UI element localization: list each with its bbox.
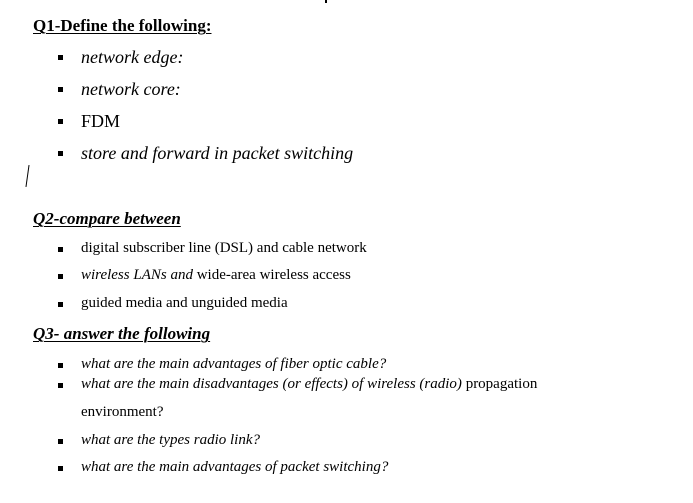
bullet-icon — [58, 466, 63, 471]
q1-item-store-forward: store and forward in packet switching — [81, 143, 354, 163]
q2-item-wireless-italic: wireless LANs and — [81, 267, 193, 283]
bullet-icon — [58, 302, 63, 307]
q3-item-disadvantages-continuation: environment? — [81, 404, 164, 420]
q2-item-wireless — [81, 267, 351, 284]
q1-item-fdm: FDM — [81, 111, 121, 131]
bullet-icon — [58, 151, 63, 156]
q3-heading: Q3- answer the following — [33, 324, 211, 343]
q1-item-network-edge: network edge: — [81, 47, 184, 67]
q3-item-packet-switching: what are the main advantages of packet switching? — [81, 459, 389, 475]
bullet-icon — [58, 119, 63, 124]
bullet-icon — [58, 383, 63, 388]
q1-item-network-core: network core: — [81, 79, 181, 99]
q3-item-disadvantages-normal: propagation — [461, 376, 538, 392]
q2-item-guided: guided media and unguided media — [81, 295, 288, 311]
bullet-icon — [58, 439, 63, 444]
bullet-icon — [58, 87, 63, 92]
q2-item-dsl: digital subscriber line (DSL) and cable network — [81, 240, 367, 256]
q2-heading: Q2-compare between — [33, 209, 181, 228]
bullet-icon — [58, 363, 63, 368]
bullet-icon — [58, 55, 63, 60]
bullet-icon — [58, 247, 63, 252]
bullet-icon — [58, 274, 63, 279]
q3-item-fiber: what are the main advantages of fiber optic cable? — [81, 356, 387, 372]
q3-item-disadvantages-italic: what are the main disadvantages (or effects) of wireless (radio) — [81, 376, 462, 392]
q3-item-disadvantages — [81, 376, 537, 393]
q3-item-radio-link: what are the types radio link? — [81, 432, 261, 448]
q2-item-wireless-normal: wide-area wireless access — [192, 267, 351, 283]
q1-heading: Q1-Define the following: — [33, 16, 212, 35]
page-edge-mark — [325, 0, 327, 3]
cursor-mark — [25, 165, 29, 187]
